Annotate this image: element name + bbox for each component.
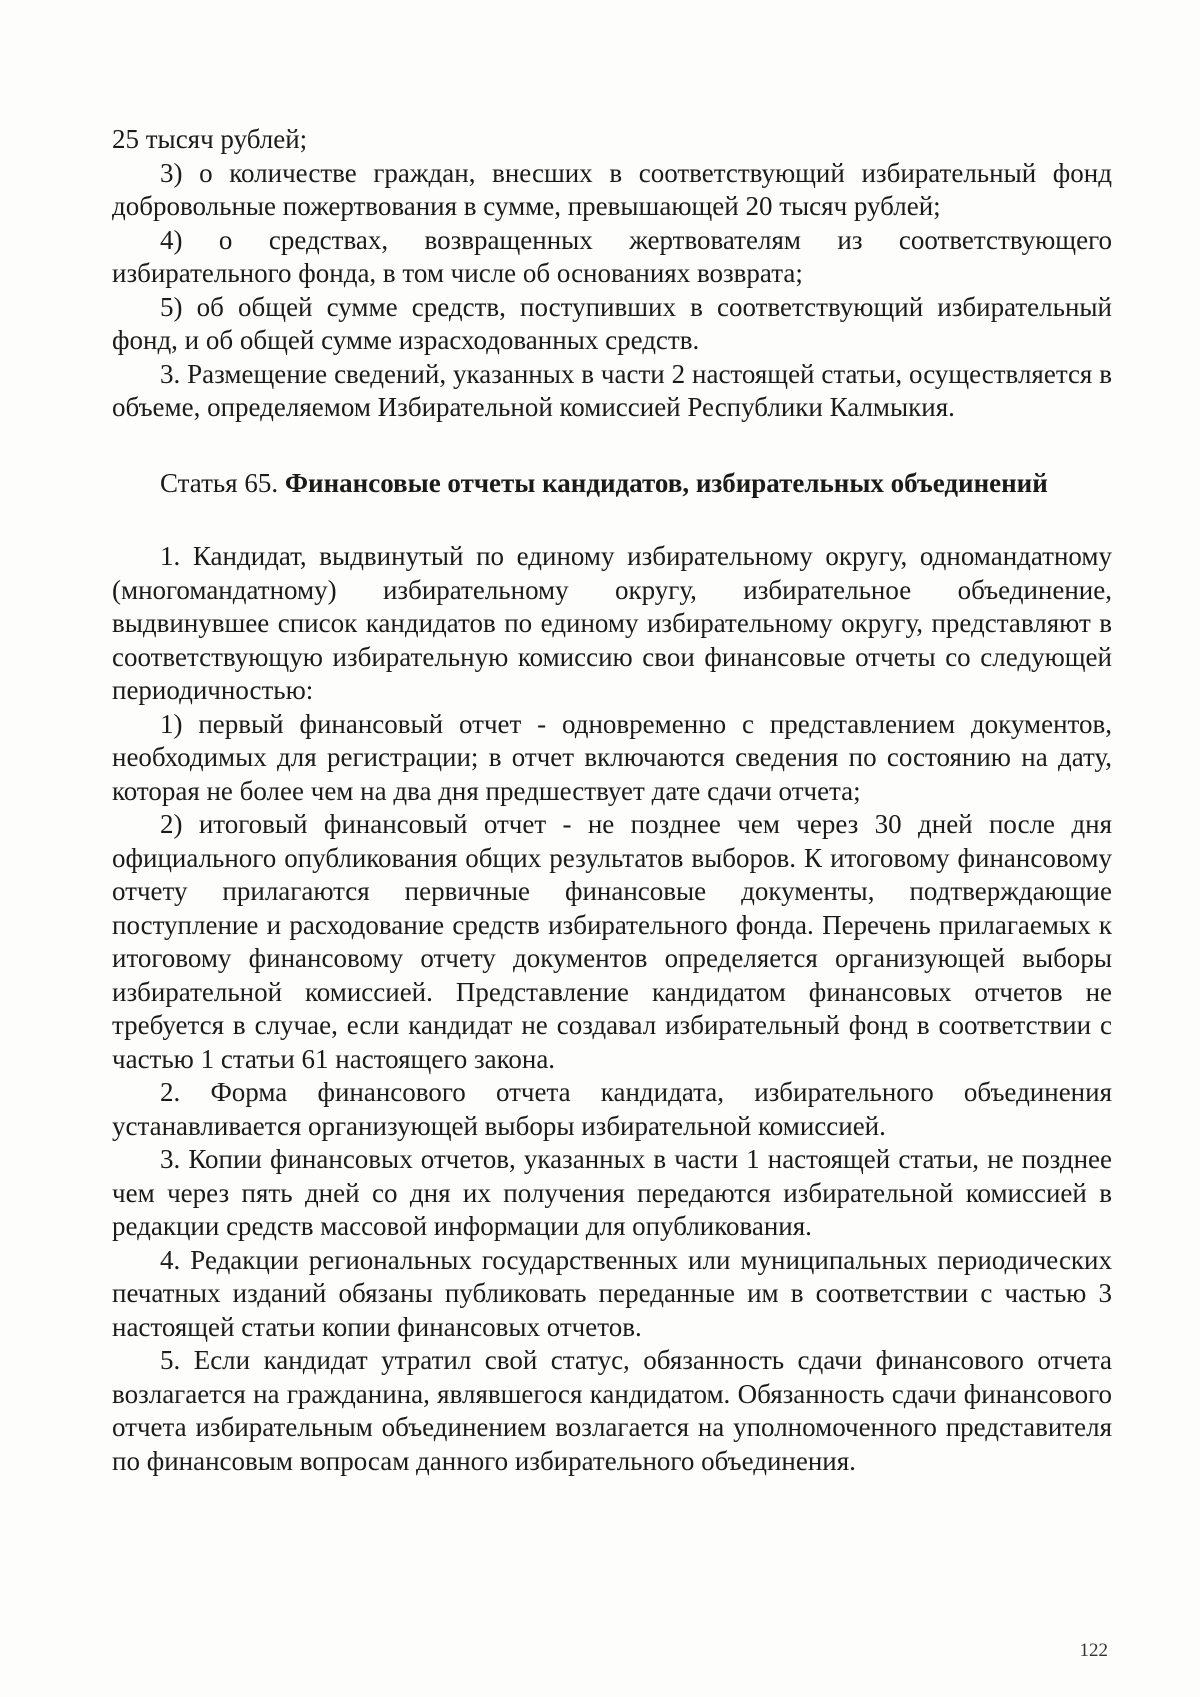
- paragraph-1: 1. Кандидат, выдвинутый по единому избирательному округу, одномандатному (многомандатному) избирательному округу, избирательное объединение, выдвинувшее список кандидатов по единому избирательному округу, представляют в соответствующую избирательную комиссию свои финансовые отчеты со следующей периодичностью:: [112, 541, 1112, 705]
- paragraph-3: 3. Копии финансовых отчетов, указанных в части 1 настоящей статьи, не позднее чем через пять дней со дня их получения передаются избирательной комиссией в редакции средств массовой информации для опубликования.: [112, 1144, 1112, 1241]
- article-heading: [112, 467, 1112, 501]
- sub-item-1: 1) первый финансовый отчет - одновременно с представлением документов, необходимых для регистрации; в отчет включаются сведения по состоянию на дату, которая не более чем на два дня предшествует дате сдачи отчета;: [112, 708, 1112, 806]
- list-item-5: 5) об общей сумме средств, поступивших в соответствующий избирательный фонд, и об общей сумме израсходованных средств.: [112, 291, 1112, 355]
- paragraph-4: 4. Редакции региональных государственных или муниципальных периодических печатных изданий обязаны публиковать переданные им в соответствии с частью 3 настоящей статьи копии финансовых отчетов.: [112, 1244, 1112, 1342]
- list-item-4: 4) о средствах, возвращенных жертвователям из соответствующего избирательного фонда, в том числе об основаниях возврата;: [112, 224, 1112, 288]
- document-body: [112, 123, 1112, 1478]
- continuation-line: 25 тысяч рублей;: [112, 124, 308, 154]
- article-label: Статья 65.: [160, 467, 279, 498]
- spacer: [112, 500, 1112, 540]
- page-number: 122: [1079, 1640, 1108, 1661]
- sub-item-2: 2) итоговый финансовый отчет - не позднее чем через 30 дней после дня официального опубликования общих результатов выборов. К итоговому финансовому отчету прилагаются первичные финансовые документы, подтверждающие поступление и расходование средств избирательного фонда. Перечень прилагаемых к итоговому финансовому отчету документов определяется организующей выборы избирательной комиссией. Представление кандидатом финансовых отчетов не требуется в случае, если кандидат не создавал избирательный фонд в соответствии с частью 1 статьи 61 настоящего закона.: [112, 809, 1112, 1074]
- article-title: Финансовые отчеты кандидатов, избирательных объединений: [284, 467, 1048, 498]
- list-item-3: 3) о количестве граждан, внесших в соответствующий избирательный фонд добровольные пожертвования в сумме, превышающей 20 тысяч рублей;: [112, 157, 1112, 221]
- part-3-paragraph: 3. Размещение сведений, указанных в части 2 настоящей статьи, осуществляется в объеме, определяемом Избирательной комиссией Республики Калмыкия.: [112, 358, 1112, 422]
- paragraph-2: 2. Форма финансового отчета кандидата, избирательного объединения устанавливается организующей выборы избирательной комиссией.: [112, 1077, 1112, 1141]
- paragraph-5: 5. Если кандидат утратил свой статус, обязанность сдачи финансового отчета возлагается на гражданина, являвшегося кандидатом. Обязанность сдачи финансового отчета избирательным объединением возлагается на уполномоченного представителя по финансовым вопросам данного избирательного объединения.: [112, 1345, 1112, 1476]
